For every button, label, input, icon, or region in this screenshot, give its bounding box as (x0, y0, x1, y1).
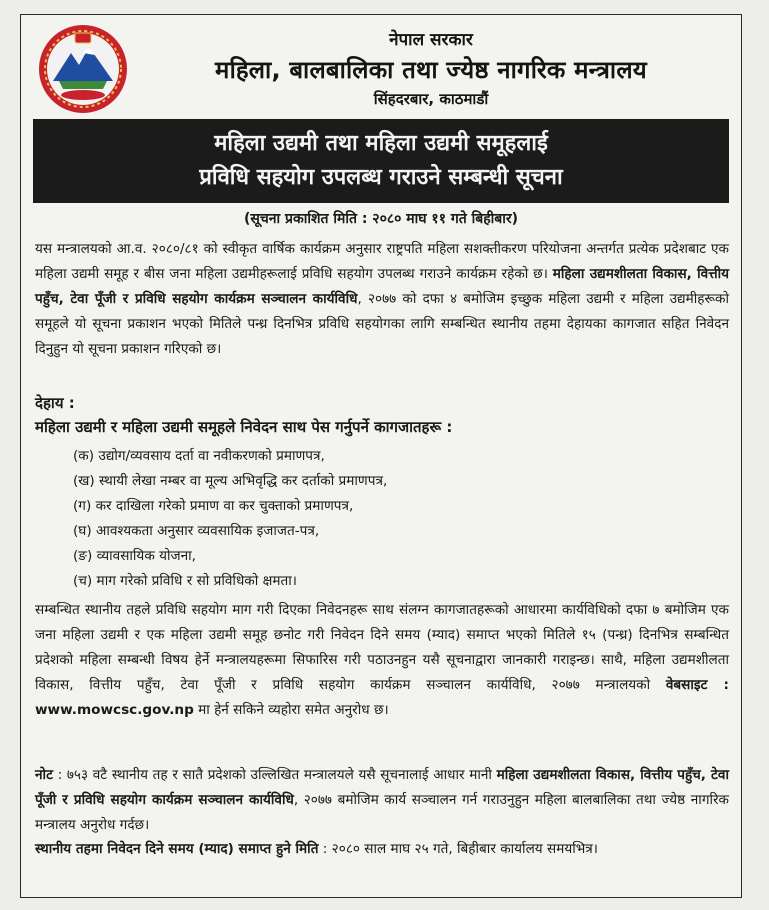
process-tail: मा हेर्न सकिने व्यहोरा समेत अनुरोध छ। (193, 702, 389, 718)
nepal-emblem-icon (37, 23, 129, 115)
list-item: (क) उद्योग/व्यवसाय दर्ता वा नवीकरणको प्रमाणपत्र, (73, 448, 325, 464)
note-paragraph (35, 763, 729, 838)
deadline-paragraph (35, 837, 729, 862)
intro-paragraph (35, 237, 729, 362)
list-item: (ग) कर दाखिला गरेको प्रमाण वा कर चुक्ताको प्रमाणपत्र, (73, 498, 354, 514)
notice-banner (33, 119, 729, 203)
banner-line-1: महिला उद्यमी तथा महिला उद्यमी समूहलाई (214, 131, 548, 156)
documents-subheading: महिला उद्यमी र महिला उद्यमी समूहले निवेदन साथ पेस गर्नुपर्ने कागजातहरू : (35, 418, 453, 436)
website-link[interactable]: www.mowcsc.gov.np (35, 702, 194, 718)
list-item: (घ) आवश्यकता अनुसार व्यवसायिक इजाजत-पत्र, (73, 523, 320, 539)
list-item: (च) माग गरेको प्रविधि र सो प्रविधिको क्षमता। (73, 573, 297, 589)
note-bold: महिला उद्यमशीलता विकास, वित्तीय पहुँच, टेवा पूँजी र प्रविधि सहयोग कार्यक्रम सञ्चालन कार्यविधि (35, 767, 729, 808)
intro-bold: महिला उद्यमशीलता विकास, वित्तीय पहुँच, टेवा पूँजी र प्रविधि सहयोग कार्यक्रम सञ्चालन कार्यविधि (35, 266, 729, 307)
deadline-label: स्थानीय तहमा निवेदन दिने समय (म्याद) समाप्त हुने मिति (35, 841, 319, 857)
deadline-text: : २०८० साल माघ २५ गते, बिहीबार कार्यालय समयभित्र। (318, 841, 598, 857)
ministry-location: सिंहदरबार, काठमाडौं (373, 90, 489, 108)
banner-line-2: प्रविधि सहयोग उपलब्ध गराउने सम्बन्धी सूचना (199, 165, 563, 190)
website-label: वेबसाइट : (665, 677, 729, 693)
intro-text-1: यस मन्त्रालयको आ.व. २०८०/८१ को स्वीकृत वार्षिक कार्यक्रम अनुसार राष्ट्रपति महिला सशक्तीकरण परियोजना अन्तर्गत प्रत्येक प्रदेशबाट एक महिला उद्यमी समूह र बीस जना महिला उद्यमीहरूलाई प्रविधि सहयोग उपलब्ध गराउने कार्यक्रम रहेको छ। (35, 241, 729, 282)
process-paragraph (35, 598, 729, 723)
ministry-title: महिला, बालबालिका तथा ज्येष्ठ नागरिक मन्त्रालय (215, 56, 647, 84)
note-text-2: , २०७७ बमोजिम कार्य सञ्चालन गर्न गराउनुहुन महिला बालबालिका तथा ज्येष्ठ नागरिक मन्त्रालय अनुरोध गर्दछ। (35, 792, 729, 833)
intro-text-2: , २०७७ को दफा ४ बमोजिम इच्छुक महिला उद्यमी र महिला उद्यमीहरूको समूहले यो सूचना प्रकाशन भएको मितिले पन्ध्र दिनभित्र प्रविधि सहयोगका लागि सम्बन्धित स्थानीय तहमा देहायका कागजात सहित निवेदन दिनुहुन यो सूचना प्रकाशन गरिएको छ। (35, 291, 729, 357)
documents-list (73, 444, 387, 594)
notice-page (20, 14, 742, 898)
list-item: (ङ) व्यावसायिक योजना, (73, 548, 196, 564)
note-label: नोट (35, 767, 53, 783)
government-title: नेपाल सरकार (389, 30, 473, 50)
list-item: (ख) स्थायी लेखा नम्बर वा मूल्य अभिवृद्धि कर दर्ताको प्रमाणपत्र, (73, 473, 388, 489)
process-text: सम्बन्धित स्थानीय तहले प्रविधि सहयोग माग गरी दिएका निवेदनहरू साथ संलग्न कागजातहरूको आधारमा कार्यविधिको दफा ७ बमोजिम एक जना महिला उद्यमी र एक महिला उद्यमी समूह छनोट गरी निवेदन दिने समय (म्याद) समाप्त भएको मितिले १५ (पन्ध्र) दिनभित्र सम्बन्धित प्रदेशको महिला सम्बन्धी विषय हेर्ने मन्त्रालयहरूमा सिफारिस गरी पठाउनहुन यसै सूचनाद्वारा जानकारी गराइन्छ। साथै, महिला उद्यमशीलता विकास, वित्तीय पहुँच, टेवा पूँजी र प्रविधि सहयोग कार्यक्रम सञ्चालन कार्यविधि, २०७७ मन्त्रालयको (35, 602, 729, 693)
publish-date: (सूचना प्रकाशित मिति : २०८० माघ ११ गते बिहीबार) (243, 211, 519, 227)
note-text-1: : ७५३ वटै स्थानीय तह र सातै प्रदेशको उल्लिखित मन्त्रालयले यसै सूचनालाई आधार मानी (52, 767, 497, 783)
documents-heading: देहाय : (35, 394, 75, 412)
